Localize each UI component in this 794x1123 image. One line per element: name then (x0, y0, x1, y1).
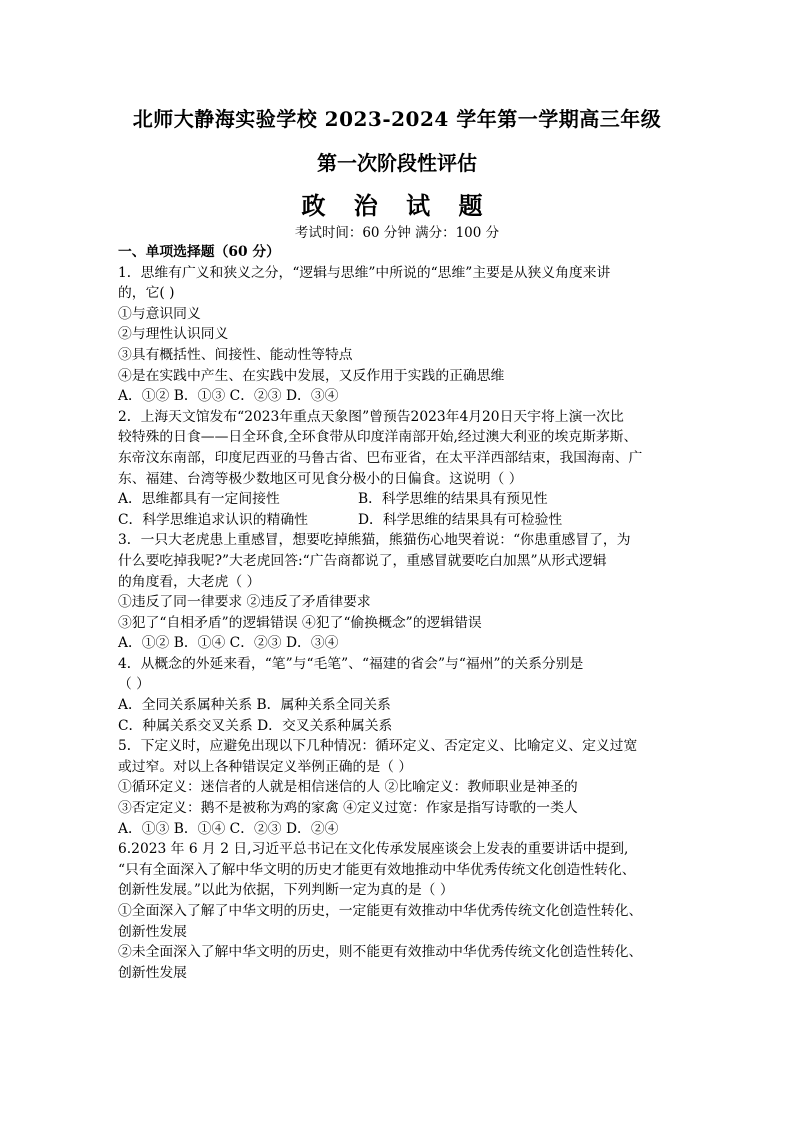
page-subtitle: 第一次阶段性评估 (317, 151, 477, 175)
statement-item: ①循环定义：迷信者的人就是相信迷信的人 ②比喻定义：教师职业是神圣的 (118, 779, 578, 796)
question-stem-line: 3．一只大老虎患上重感冒，想要吃掉熊猫，熊猫伤心地哭着说：“你患重感冒了，为 (118, 532, 631, 549)
page-title: 北师大静海实验学校 2023-2024 学年第一学期高三年级 (132, 107, 662, 131)
question-stem-line: “只有全面深入了解中华文明的历史才能更有效地推动中华优秀传统文化创造性转化、 (118, 861, 636, 878)
answer-options: A．①② B．①③ C．②③ D．③④ (118, 388, 339, 405)
answer-options: A．①③ B．①④ C．②③ D．②④ (118, 820, 339, 837)
exam-info: 考试时间：60 分钟 满分：100 分 (294, 225, 500, 241)
answer-options-row (118, 489, 688, 510)
question-stem-line: 5．下定义时，应避免出现以下几种情况：循环定义、否定定义、比喻定义、定义过宽 (118, 738, 638, 755)
answer-options: C．种属关系交叉关系 D．交叉关系种属关系 (118, 717, 393, 734)
statement-item: 创新性发展 (118, 923, 187, 940)
question-2 (118, 407, 688, 531)
question-4 (118, 654, 688, 736)
question-stem-line: 1．思维有广义和狭义之分，“逻辑与思维”中所说的“思维”主要是从狭义角度来讲 (118, 264, 611, 281)
option-c: C．科学思维追求认识的精确性 (118, 511, 308, 528)
question-stem-line: 东帝汶东南部，印度尼西亚的马鲁古省、巴布亚省，在太平洋西部结束，我国海南、广 (118, 449, 643, 466)
question-stem-line: 或过窄。对以上各种错误定义举例正确的是（ ） (118, 758, 413, 775)
question-stem-line: 创新性发展。”以此为依据，下列判断一定为真的是（ ） (118, 882, 454, 899)
option-b: B．科学思维的结果具有预见性 (358, 491, 548, 508)
question-stem-line: 6.2023 年 6 月 2 日,习近平总书记在文化传承发展座谈会上发表的重要讲话中提到, (118, 841, 629, 858)
question-stem-line: 2．上海天文馆发布“2023年重点天象图”曾预告2023年4月20日天宇将上演一次比 (118, 408, 624, 425)
statement-item: ①与意识同义 (118, 305, 201, 322)
question-5 (118, 736, 688, 839)
statement-item: ③否定定义：鹅不是被称为鸡的家禽 ④定义过宽：作家是指写诗歌的一类人 (118, 800, 578, 817)
question-stem-line: 4．从概念的外延来看，“笔”与“毛笔”、“福建的省会”与“福州”的关系分别是 (118, 655, 584, 672)
question-stem-line: 的角度看，大老虎（ ） (118, 573, 261, 590)
statement-item: ②未全面深入了解中华文明的历史，则不能更有效推动中华优秀传统文化创造性转化、 (118, 944, 643, 961)
question-list (118, 242, 688, 983)
section-heading: 一、单项选择题（60 分） (118, 244, 280, 260)
statement-item: 创新性发展 (118, 964, 187, 981)
question-6 (118, 839, 688, 983)
statement-item: ①违反了同一律要求 ②违反了矛盾律要求 (118, 594, 371, 611)
question-stem-line: 什么要吃掉我呢?”大老虎回答:“广告商都说了，重感冒就要吃白加黑”从形式逻辑 (118, 552, 607, 569)
statement-item: ①全面深入了解了中华文明的历史，一定能更有效推动中华优秀传统文化创造性转化、 (118, 903, 643, 919)
statement-item: ③具有概括性、间接性、能动性等特点 (118, 346, 353, 363)
question-stem-line: （ ） (118, 676, 150, 693)
question-stem-line: 东、福建、台湾等极少数地区可见食分极小的日偏食。这说明（ ） (118, 470, 523, 487)
question-1 (118, 263, 688, 407)
option-a: A．思维都具有一定间接性 (118, 491, 280, 508)
question-stem-line: 较特殊的日食——日全环食,全环食带从印度洋南部开始,经过澳大利亚的埃克斯茅斯、 (118, 429, 638, 446)
option-d: D．科学思维的结果具有可检验性 (358, 511, 563, 528)
answer-options-row (118, 510, 688, 531)
statement-item: ②与理性认识同义 (118, 326, 229, 343)
subject-title: 政 治 试 题 (301, 191, 493, 220)
answer-options: A．①② B．①④ C．②③ D．③④ (118, 635, 339, 652)
question-stem-line: 的，它( ) (118, 285, 175, 302)
statement-item: ④是在实践中产生、在实践中发展，又反作用于实践的正确思维 (118, 367, 505, 384)
answer-options: A．全同关系属种关系 B．属种关系全同关系 (118, 697, 391, 714)
question-3 (118, 530, 688, 654)
statement-item: ③犯了“自相矛盾”的逻辑错误 ④犯了“偷换概念”的逻辑错误 (118, 614, 482, 631)
